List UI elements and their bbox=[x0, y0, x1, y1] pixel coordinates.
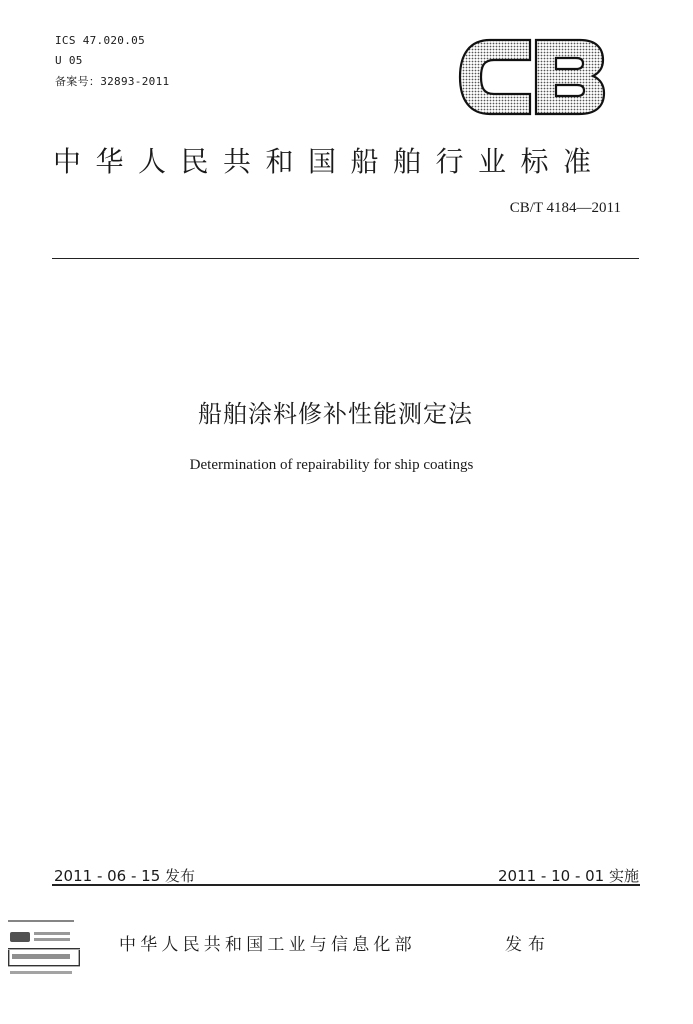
issue-date: 2011 - 06 - 15 发布 bbox=[54, 867, 196, 885]
top-divider bbox=[52, 258, 639, 259]
security-stamp-icon bbox=[4, 918, 84, 980]
filing-number: 备案号：32893-2011 bbox=[55, 75, 170, 88]
cb-logo bbox=[456, 36, 606, 118]
publisher-name: 中华人民共和国工业与信息化部 bbox=[119, 935, 416, 955]
cb-logo-text: CB bbox=[531, 84, 533, 85]
bottom-divider bbox=[52, 884, 640, 886]
authority-title: 中华人民共和国船舶行业标准 bbox=[53, 145, 606, 178]
document-title-english: Determination of repairability for ship coatings bbox=[189, 457, 474, 473]
ics-code: ICS 47.020.05 bbox=[55, 34, 145, 47]
classification-code: U 05 bbox=[55, 54, 83, 67]
standard-number: CB/T 4184—2011 bbox=[509, 200, 621, 216]
document-title-chinese: 船舶涂料修补性能测定法 bbox=[198, 400, 473, 428]
publish-label: 发布 bbox=[505, 935, 551, 955]
implementation-date: 2011 - 10 - 01 实施 bbox=[497, 867, 639, 885]
